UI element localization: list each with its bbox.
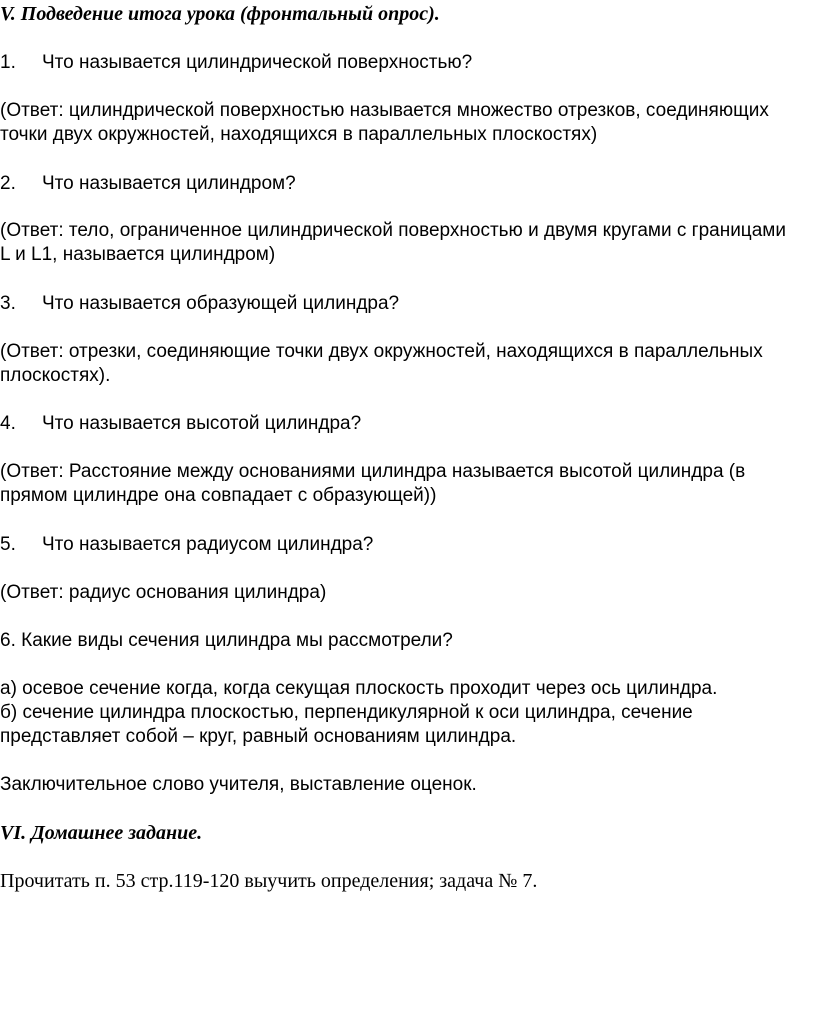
answer-4-line-2: прямом цилиндре она совпадает с образующей)) <box>0 485 437 506</box>
question-4 <box>0 412 361 436</box>
question-3 <box>0 292 399 316</box>
answer-1-line-1: (Ответ: цилиндрической поверхностью называется множество отрезков, соединяющих <box>0 100 769 121</box>
answer-2-line-1: (Ответ: тело, ограниченное цилиндрической поверхностью и двумя кругами с границами <box>0 220 786 241</box>
question-number: 3. <box>0 293 16 314</box>
answer-2-line-2: L и L1, называется цилиндром) <box>0 244 276 265</box>
answer-3-line-2: плоскостях). <box>0 365 111 386</box>
question-6: 6. Какие виды сечения цилиндра мы рассмотрели? <box>0 630 453 651</box>
question-number: 4. <box>0 413 16 434</box>
question-5 <box>0 533 373 557</box>
homework-text: Прочитать п. 53 стр.119-120 выучить определения; задача № 7. <box>0 870 538 892</box>
question-text: Что называется цилиндрической поверхностью? <box>42 52 473 73</box>
answer-6-line-3: представляет собой – круг, равный основаниям цилиндра. <box>0 726 517 747</box>
question-2 <box>0 172 296 196</box>
question-text: Что называется высотой цилиндра? <box>42 413 362 434</box>
answer-4-line-1: (Ответ: Расстояние между основаниями цилиндра называется высотой цилиндра (в <box>0 461 746 482</box>
answer-1-line-2: точки двух окружностей, находящихся в параллельных плоскостях) <box>0 124 598 145</box>
question-text: Что называется цилиндром? <box>42 173 296 194</box>
section-6-title: VI. Домашнее задание. <box>0 822 203 844</box>
question-number: 2. <box>0 173 16 194</box>
closing-remark: Заключительное слово учителя, выставление оценок. <box>0 774 477 795</box>
question-text: Что называется радиусом цилиндра? <box>42 534 374 555</box>
answer-3-line-1: (Ответ: отрезки, соединяющие точки двух окружностей, находящихся в параллельных <box>0 341 763 362</box>
section-5-title: V. Подведение итога урока (фронтальный опрос). <box>0 3 440 25</box>
answer-6-line-2: б) сечение цилиндра плоскостью, перпендикулярной к оси цилиндра, сечение <box>0 702 693 723</box>
answer-5-line-1: (Ответ: радиус основания цилиндра) <box>0 582 327 603</box>
answer-6-line-1: а) осевое сечение когда, когда секущая плоскость проходит через ось цилиндра. <box>0 678 718 699</box>
question-number: 1. <box>0 52 16 73</box>
question-number: 5. <box>0 534 16 555</box>
question-1 <box>0 51 472 75</box>
question-text: Что называется образующей цилиндра? <box>42 293 400 314</box>
